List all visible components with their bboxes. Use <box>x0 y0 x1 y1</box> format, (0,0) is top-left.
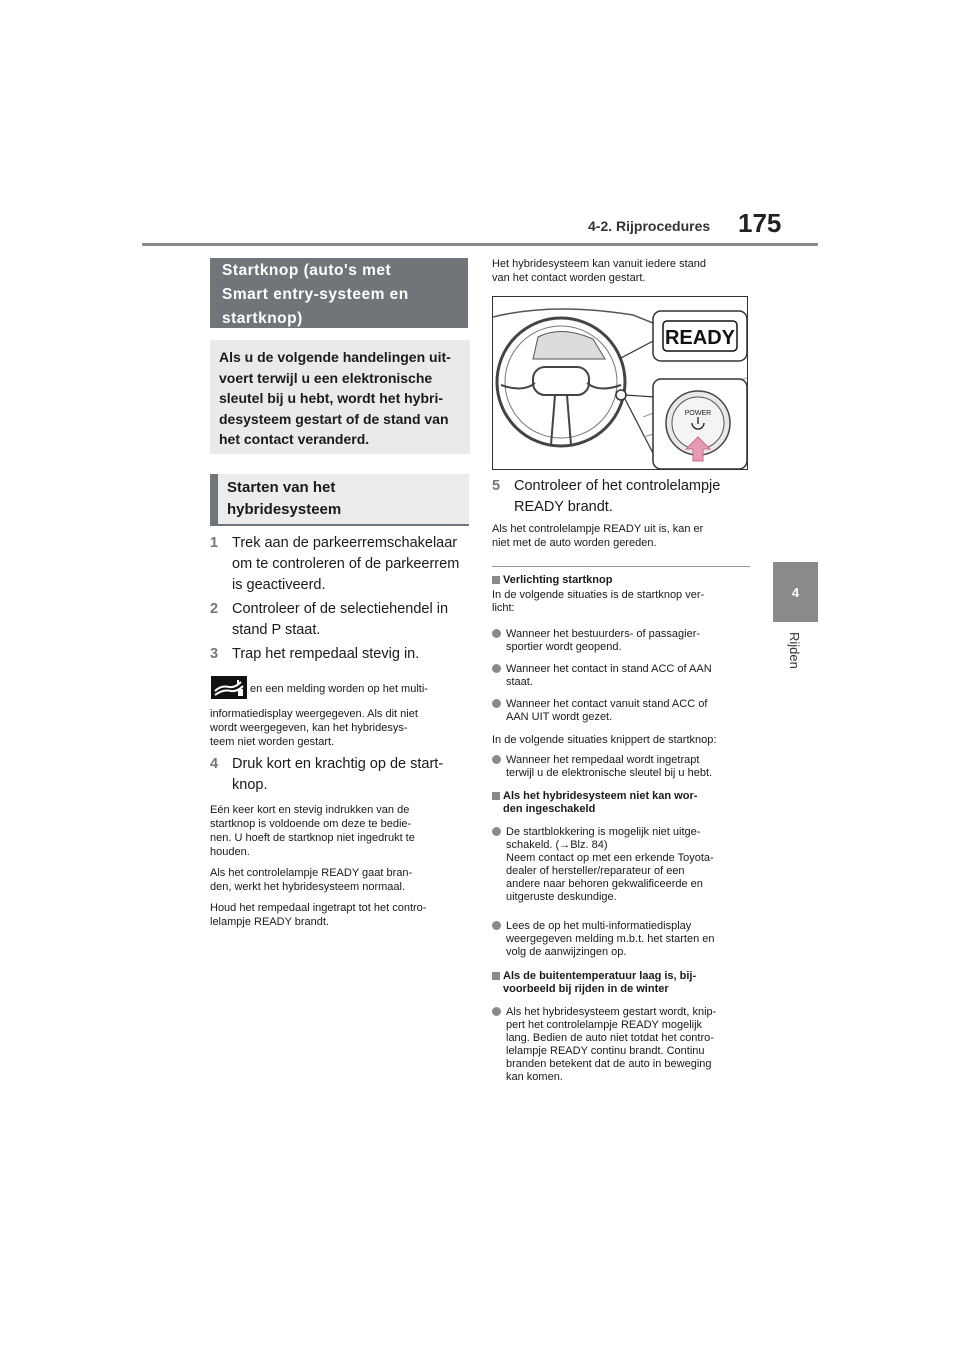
step-text: is geactiveerd. <box>232 577 326 593</box>
para-line: den, werkt het hybridesysteem normaal. <box>210 881 406 893</box>
heading-text: Als de buitentemperatuur laag is, bij- <box>503 970 697 982</box>
bullet-dot-icon <box>492 629 501 638</box>
para-line: niet met de auto worden gereden. <box>492 537 657 549</box>
list-item-text: AAN UIT wordt gezet. <box>506 711 613 723</box>
list-item-text: Wanneer het rempedaal wordt ingetrapt <box>506 754 700 766</box>
step-5 <box>492 476 754 518</box>
square-bullet-icon <box>492 792 500 800</box>
paragraph <box>492 734 754 747</box>
list-item-text: terwijl u de elektronische sleutel bij u hebt. <box>506 767 713 779</box>
note-line: teem niet worden gestart. <box>210 736 335 748</box>
step-5-note <box>492 522 754 550</box>
para-line: Eén keer kort en stevig indrukken van de <box>210 804 410 816</box>
step-text: Trek aan de parkeerremschakelaar <box>232 535 458 551</box>
para-line: houden. <box>210 846 250 858</box>
section-heading-line: Startknop (auto's met <box>222 262 392 279</box>
step-text: om te controleren of de parkeerrem <box>232 556 460 572</box>
list-item-text: schakeld. (→Blz. 84) <box>506 839 608 851</box>
paragraph <box>492 589 754 615</box>
step-number: 5 <box>492 478 501 494</box>
heading-text: Verlichting startknop <box>503 574 613 586</box>
paragraph <box>210 803 472 859</box>
list-item-text: Neem contact op met een erkende Toyota- <box>506 852 714 864</box>
step-text: Controleer of het controlelampje <box>514 478 721 494</box>
list-item-text: Lees de op het multi-informatiedisplay <box>506 920 692 932</box>
step-text: READY brandt. <box>514 499 613 515</box>
list-item-text: lang. Bedien de auto niet totdat het contro- <box>506 1032 714 1044</box>
bullet-dot-icon <box>492 699 501 708</box>
subsection-heading <box>492 970 754 996</box>
subheading-line: Starten van het <box>227 479 336 496</box>
step-number: 4 <box>210 756 219 772</box>
list-item-text: volg de aanwijzingen op. <box>506 946 627 958</box>
square-bullet-icon <box>492 576 500 584</box>
page-number: 175 <box>738 208 782 238</box>
heading-text: Als het hybridesysteem niet kan wor- <box>503 790 698 802</box>
list-item-text: pert het controlelampje READY mogelijk <box>506 1019 703 1031</box>
section-title: 4-2. Rijprocedures <box>588 218 711 234</box>
para-line: Het hybridesysteem kan vanuit iedere stand <box>492 258 707 270</box>
list-item-text: Als het hybridesysteem gestart wordt, knip- <box>506 1006 717 1018</box>
list-item-text: Wanneer het contact in stand ACC of AAN <box>506 663 712 675</box>
divider <box>492 566 750 567</box>
para-line: van het contact worden gestart. <box>492 272 646 284</box>
para-line: lelampje READY brandt. <box>210 916 330 928</box>
subheading-line: hybridesysteem <box>227 501 342 518</box>
bullet-dot-icon <box>492 664 501 673</box>
para-line: nen. U hoeft de startknop niet ingedrukt te <box>210 832 415 844</box>
dashboard-illustration <box>492 296 748 470</box>
bullet-dot-icon <box>492 755 501 764</box>
paragraph <box>210 866 472 894</box>
chapter-tab[interactable]: 4 <box>773 562 818 622</box>
brake-indicator-icon <box>211 676 247 699</box>
para-line: In de volgende situaties is de startknop ver- <box>492 589 705 601</box>
list-item-text: kan komen. <box>506 1071 563 1083</box>
note-line: en een melding worden op het multi- <box>250 683 428 695</box>
right-intro <box>492 257 754 285</box>
step-1 <box>210 533 472 596</box>
list-item <box>492 826 754 904</box>
ready-indicator-label: READY <box>664 327 736 349</box>
section-heading-line: startknop) <box>222 310 303 327</box>
list-item-text: branden betekent dat de auto in beweging <box>506 1058 712 1070</box>
note-block <box>210 707 472 749</box>
section-heading-box <box>210 258 468 328</box>
para-line: Als het controlelampje READY uit is, kan er <box>492 523 704 535</box>
list-item-text: andere naar behoren gekwalificeerde en <box>506 878 703 890</box>
step-2 <box>210 599 472 641</box>
list-item-text: Wanneer het bestuurders- of passagier- <box>506 628 701 640</box>
list-item-text: staat. <box>506 676 533 688</box>
para-line: Houd het rempedaal ingetrapt tot het contro- <box>210 902 427 914</box>
para-line: In de volgende situaties knippert de startknop: <box>492 734 717 746</box>
heading-text: voorbeeld bij rijden in de winter <box>503 983 669 995</box>
subsection-heading <box>492 790 754 816</box>
step-text: knop. <box>232 777 268 793</box>
list-item <box>492 920 754 959</box>
section-heading-line: Smart entry-systeem en <box>222 286 409 303</box>
list-item-text: weergegeven melding m.b.t. het starten en <box>506 933 715 945</box>
heading-text: den ingeschakeld <box>503 803 596 815</box>
para-line: licht: <box>492 602 515 614</box>
intro-line: voert terwijl u een elektronische <box>219 369 433 386</box>
list-item-text: dealer of hersteller/reparateur of een <box>506 865 685 877</box>
list-item-text: uitgeruste deskundige. <box>506 891 617 903</box>
subheading-box <box>210 474 469 526</box>
intro-line: sleutel bij u hebt, wordt het hybri- <box>219 390 444 407</box>
subsection-heading <box>492 574 754 587</box>
step-number: 3 <box>210 646 219 662</box>
step-4 <box>210 754 472 796</box>
intro-line: het contact veranderd. <box>219 431 370 448</box>
chapter-label: Rijden <box>787 632 802 669</box>
note-line: wordt weergegeven, kan het hybridesys- <box>210 722 408 734</box>
bullet-dot-icon <box>492 1007 501 1016</box>
intro-line: Als u de volgende handelingen uit- <box>219 349 451 365</box>
header-rule <box>142 243 818 246</box>
list-item <box>492 628 754 654</box>
intro-line: desysteem gestart of de stand van <box>219 410 449 427</box>
list-item-text: Wanneer het contact vanuit stand ACC of <box>506 698 708 710</box>
step-text: Druk kort en krachtig op de start- <box>232 756 444 772</box>
bullet-dot-icon <box>492 827 501 836</box>
step-text: Trap het rempedaal stevig in. <box>232 646 420 662</box>
paragraph <box>210 901 472 929</box>
step-number: 1 <box>210 535 219 551</box>
list-item <box>492 1006 754 1084</box>
list-item-text: sportier wordt geopend. <box>506 641 622 653</box>
list-item-text: De startblokkering is mogelijk niet uitge- <box>506 826 701 838</box>
step-text: Controleer of de selectiehendel in <box>232 601 449 617</box>
note-line: informatiedisplay weergegeven. Als dit niet <box>210 708 418 720</box>
square-bullet-icon <box>492 972 500 980</box>
step-3 <box>210 644 472 665</box>
para-line: Als het controlelampje READY gaat bran- <box>210 867 413 879</box>
list-item <box>492 754 754 780</box>
list-item-text: lelampje READY continu brandt. Continu <box>506 1045 705 1057</box>
bullet-dot-icon <box>492 921 501 930</box>
chapter-label-wrap <box>782 632 812 692</box>
step-text: stand P staat. <box>232 622 321 638</box>
list-item <box>492 663 754 689</box>
list-item <box>492 698 754 724</box>
intro-box <box>210 340 470 454</box>
power-button-label: POWER <box>684 410 712 417</box>
step-number: 2 <box>210 601 219 617</box>
para-line: startknop is voldoende om deze te bedie- <box>210 818 412 830</box>
